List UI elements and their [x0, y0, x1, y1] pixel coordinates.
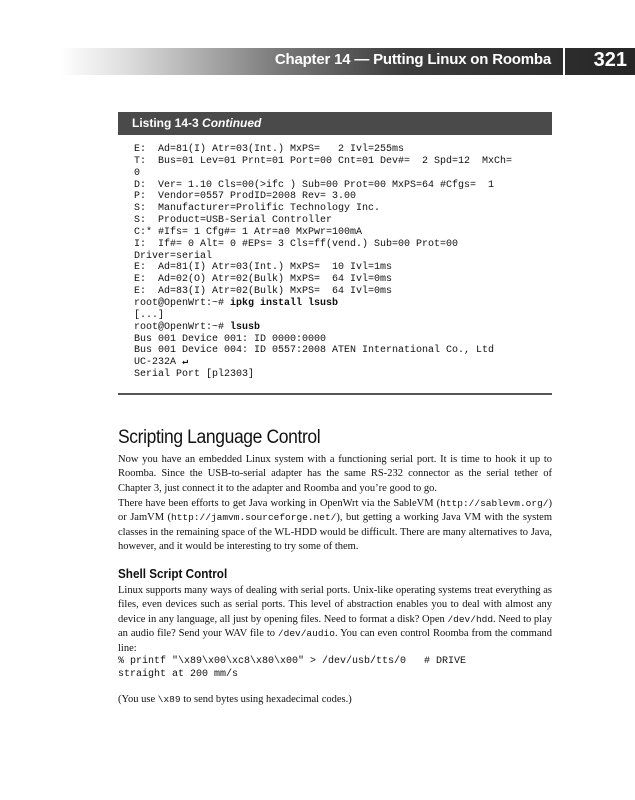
listing-label: Listing 14-3: [132, 116, 199, 130]
listing-line: [...]: [134, 309, 165, 321]
line-wrap-icon: ↵: [182, 357, 189, 369]
listing-line: S: Product=USB-Serial Controller: [134, 215, 333, 227]
prompt-line: [134, 322, 554, 334]
text: to send bytes using hexadecimal codes.): [180, 694, 352, 705]
code-listing: [134, 144, 554, 381]
hex-code: \x89: [157, 694, 181, 705]
command-lsusb: lsusb: [230, 321, 261, 333]
listing-caption-bar: [118, 112, 552, 135]
page-number: 321: [593, 49, 627, 71]
url-sablevm: http://sablevm.org/: [440, 498, 549, 509]
text: (You use: [118, 694, 158, 705]
text: ) or JamVM (: [118, 498, 552, 524]
listing-line: [134, 357, 554, 369]
command-line: % printf "\x89\x00\xc8\x80\x00" > /dev/usb/tts/0 # DRIVE: [118, 656, 467, 667]
listing-line: 0: [134, 167, 141, 179]
prompt-line: [134, 298, 554, 310]
text: There have been efforts to get Java working in OpenWrt via the SableVM (: [118, 498, 441, 509]
shell-prompt: root@OpenWrt:~#: [134, 321, 231, 333]
paragraph-java: [118, 497, 552, 555]
listing-line: Serial Port [pl2303]: [134, 369, 255, 381]
listing-line: P: Vendor=0557 ProdID=2008 Rev= 3.00: [134, 191, 357, 203]
url-jamvm: http://jamvm.sourceforge.net/: [171, 512, 337, 524]
section-heading: Scripting Language Control: [118, 427, 321, 448]
shell-prompt: root@OpenWrt:~#: [134, 297, 231, 309]
listing-line: S: Manufacturer=Prolific Technology Inc.: [134, 203, 381, 215]
listing-line: E: Ad=81(I) Atr=03(Int.) MxPS= 2 Ivl=255ms: [134, 144, 405, 155]
text: . Need to play an audio file? Send your WAV file to: [118, 613, 552, 640]
command-line: straight at 200 mm/s: [118, 668, 239, 680]
listing-line: Driver=serial: [134, 250, 213, 262]
listing-line: T: Bus=01 Lev=01 Prnt=01 Port=00 Cnt=01 Dev#= 2 Spd=12 MxCh=: [134, 155, 513, 167]
listing-line: Bus 001 Device 001: ID 0000:0000: [134, 333, 327, 345]
chapter-title: Chapter 14 — Putting Linux on Roomba: [274, 51, 551, 68]
running-header: [60, 48, 635, 75]
command-example: [118, 656, 552, 681]
listing-line: E: Ad=81(I) Atr=03(Int.) MxPS= 10 Ivl=1ms: [134, 262, 393, 274]
text: ), but getting a working Java VM with the system classes in the remaining space of the WL-HDD would be difficult. There are many alternatives to Java, however, and it would be interesting to try some of them.: [118, 512, 553, 553]
paragraph-intro: Now you have an embedded Linux system with a functioning serial port. It is time to hook it up to Roomba. Since the USB-to-serial adapter has the same RS-232 connector as the serial tether of Chapter 3, just connect it to the adapter and Roomba and you’re good to go.: [118, 454, 552, 494]
text: . You can even control Roomba from the command line:: [118, 628, 552, 654]
device-name: UC-232A: [134, 357, 177, 369]
text: Linux supports many ways of dealing with serial ports. Unix-like operating systems treat everything as files, even devices such as serial ports. This level of abstraction enables you to deal with almost any device in any language, all just by opening files. Need to format a disk? Open: [118, 585, 552, 625]
listing-line: I: If#= 0 Alt= 0 #EPs= 3 Cls=ff(vend.) Sub=00 Prot=00: [134, 238, 459, 250]
path-dev-audio: /dev/audio: [277, 628, 335, 640]
paragraph-note: [118, 693, 552, 707]
paragraph-shell: [118, 584, 552, 656]
path-dev-hdd: /dev/hdd: [447, 613, 494, 625]
subsection-heading: Shell Script Control: [118, 566, 228, 581]
command-ipkg: ipkg install lsusb: [230, 297, 339, 309]
listing-line: C:* #Ifs= 1 Cfg#= 1 Atr=a0 MxPwr=100mA: [134, 226, 363, 238]
listing-line: E: Ad=83(I) Atr=02(Bulk) MxPS= 64 Ivl=0ms: [134, 286, 393, 298]
listing-continued: Continued: [202, 116, 262, 130]
header-divider: [563, 48, 565, 75]
listing-caption: [132, 116, 261, 130]
listing-line: Bus 001 Device 004: ID 0557:2008 ATEN International Co., Ltd: [134, 345, 495, 357]
listing-line: E: Ad=02(O) Atr=02(Bulk) MxPS= 64 Ivl=0ms: [134, 274, 393, 286]
listing-bottom-rule: [118, 393, 552, 395]
listing-line: D: Ver= 1.10 Cls=00(>ifc ) Sub=00 Prot=00 MxPS=64 #Cfgs= 1: [134, 179, 495, 191]
